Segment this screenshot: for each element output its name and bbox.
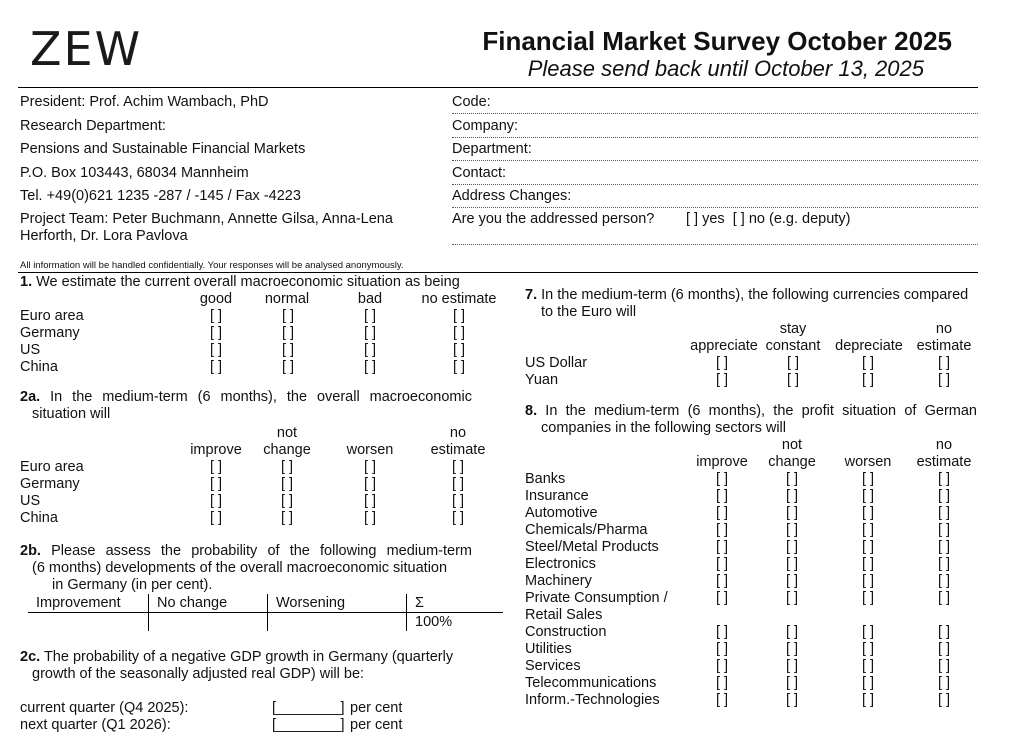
q8-row (525, 692, 985, 709)
q7-checkbox[interactable]: [ ] (715, 372, 729, 388)
q8-row-label: Chemicals/Pharma (525, 522, 648, 538)
q2a-checkbox[interactable]: [ ] (280, 459, 294, 475)
q8-row (525, 590, 985, 607)
q8-text-line1: 8. In the medium-term (6 months), the profit situation of German (525, 403, 977, 419)
q8-row-label: Construction (525, 624, 607, 640)
q8-checkbox[interactable]: [ ] (715, 539, 729, 555)
q2b-probability-table (28, 594, 503, 631)
q1-checkbox[interactable]: [ ] (209, 325, 223, 341)
addressed-person-question: Are you the addressed person? (452, 211, 655, 227)
q2a-col-estimate: estimate (430, 442, 486, 458)
q1-checkbox[interactable]: [ ] (209, 308, 223, 324)
q8-checkbox[interactable]: [ ] (785, 641, 799, 657)
q8-row (525, 471, 985, 488)
address-pobox: P.O. Box 103443, 68034 Mannheim (20, 165, 249, 181)
q2b-input-improvement[interactable] (28, 613, 149, 632)
q1-text: 1. We estimate the current overall macroeconomic situation as being (20, 274, 460, 290)
q2a-row (20, 493, 500, 510)
q8-checkbox[interactable]: [ ] (715, 692, 729, 708)
q8-row-label: Insurance (525, 488, 589, 504)
q1-checkbox[interactable]: [ ] (363, 342, 377, 358)
address-president: President: Prof. Achim Wambach, PhD (20, 94, 269, 110)
q8-checkbox[interactable]: [ ] (937, 522, 951, 538)
q7-checkbox[interactable]: [ ] (861, 355, 875, 371)
q8-checkbox[interactable]: [ ] (861, 573, 875, 589)
q1-checkbox[interactable]: [ ] (452, 342, 466, 358)
q2a-checkbox[interactable]: [ ] (451, 493, 465, 509)
q2c-text-line1: 2c. The probability of a negative GDP growth in Germany (quarterly (20, 649, 454, 665)
q1-col-bad: bad (357, 291, 383, 307)
q7-checkbox[interactable]: [ ] (786, 355, 800, 371)
q2b-header-improvement: Improvement (28, 594, 149, 613)
q1-checkbox[interactable]: [ ] (209, 359, 223, 375)
project-team-line1: Project Team: Peter Buchmann, Annette Gilsa, Anna-Lena (20, 211, 393, 227)
address-phone: Tel. +49(0)621 1235 -287 / -145 / Fax -4223 (20, 188, 301, 204)
q2a-checkbox[interactable]: [ ] (280, 493, 294, 509)
addressed-person-options[interactable]: [ ] yes [ ] no (e.g. deputy) (686, 211, 851, 227)
q1-checkbox[interactable]: [ ] (281, 325, 295, 341)
q8-row (525, 573, 985, 590)
q8-checkbox[interactable]: [ ] (715, 641, 729, 657)
q2b-header-sum: Σ (415, 595, 424, 611)
q8-checkbox[interactable]: [ ] (937, 624, 951, 640)
q1-row (20, 325, 500, 342)
q8-checkbox[interactable]: [ ] (937, 539, 951, 555)
q2a-col-change: change (263, 442, 311, 458)
q2a-checkbox[interactable]: [ ] (209, 459, 223, 475)
q7-row-label: Yuan (525, 372, 559, 388)
q2c-current-input[interactable]: [________] (272, 700, 345, 716)
q8-col-no: no (935, 437, 953, 453)
q2a-row (20, 459, 500, 476)
q8-checkbox[interactable]: [ ] (785, 539, 799, 555)
q8-checkbox[interactable]: [ ] (861, 488, 875, 504)
q8-checkbox[interactable]: [ ] (937, 590, 951, 606)
q2a-rows (20, 459, 500, 527)
q8-checkbox[interactable]: [ ] (785, 488, 799, 504)
q7-text-line1: 7. In the medium-term (6 months), the following currencies compared (525, 287, 969, 303)
q2c-next-unit: per cent (350, 717, 403, 733)
q8-checkbox[interactable]: [ ] (937, 641, 951, 657)
q2c-next-input[interactable]: [________] (272, 717, 345, 733)
q8-checkbox[interactable]: [ ] (937, 692, 951, 708)
q2b-total: 100% (407, 613, 504, 632)
q8-row (525, 539, 985, 556)
q1-row (20, 308, 500, 325)
q8-checkbox[interactable]: [ ] (715, 505, 729, 521)
q8-checkbox[interactable]: [ ] (861, 641, 875, 657)
q8-checkbox[interactable]: [ ] (715, 488, 729, 504)
q8-row (525, 658, 985, 675)
section-divider (18, 272, 978, 273)
q8-row (525, 641, 985, 658)
department-field[interactable]: Department: (452, 141, 978, 161)
q8-col-estimate: estimate (916, 454, 972, 470)
q1-row-label: China (20, 359, 58, 375)
q7-row (525, 355, 985, 372)
q7-row-label: US Dollar (525, 355, 588, 371)
q1-checkbox[interactable]: [ ] (281, 308, 295, 324)
q2a-checkbox[interactable]: [ ] (280, 476, 294, 492)
q2a-checkbox[interactable]: [ ] (209, 510, 223, 526)
q8-row (525, 675, 985, 692)
addressed-person-line (452, 244, 978, 245)
q2c-next-label: next quarter (Q1 2026): (20, 717, 171, 733)
q2b-input-worsening[interactable] (268, 613, 407, 632)
q1-checkbox[interactable]: [ ] (363, 308, 377, 324)
q8-row (525, 607, 985, 624)
q7-checkbox[interactable]: [ ] (786, 372, 800, 388)
q8-col-improve: improve (696, 454, 748, 470)
header-divider (18, 87, 978, 88)
q7-checkbox[interactable]: [ ] (937, 355, 951, 371)
q2b-text-line2: (6 months) developments of the overall macroeconomic situation (32, 560, 448, 576)
q2b-header-worsening: Worsening (268, 594, 407, 613)
q8-checkbox[interactable]: [ ] (861, 539, 875, 555)
q8-row (525, 556, 985, 573)
q8-row-label: Banks (525, 471, 566, 487)
confidentiality-note: All information will be handled confidentially. Your responses will be analysed anonymously. (20, 260, 404, 271)
q8-checkbox[interactable]: [ ] (785, 522, 799, 538)
q8-checkbox[interactable]: [ ] (861, 675, 875, 691)
q8-checkbox[interactable]: [ ] (861, 556, 875, 572)
q8-text-line2: companies in the following sectors will (541, 420, 786, 436)
q8-row-label: Utilities (525, 641, 572, 657)
q1-checkbox[interactable]: [ ] (452, 359, 466, 375)
q2a-row-label: China (20, 510, 58, 526)
q2a-col-improve: improve (190, 442, 242, 458)
q2a-row-label: Euro area (20, 459, 84, 475)
q8-checkbox[interactable]: [ ] (861, 692, 875, 708)
q7-checkbox[interactable]: [ ] (937, 372, 951, 388)
contact-field[interactable]: Contact: (452, 165, 978, 185)
q8-checkbox[interactable]: [ ] (861, 590, 875, 606)
address-unit: Pensions and Sustainable Financial Markets (20, 141, 306, 157)
q7-checkbox[interactable]: [ ] (715, 355, 729, 371)
q8-row-label: Steel/Metal Products (525, 539, 659, 555)
company-field[interactable]: Company: (452, 118, 978, 138)
q8-row-label: Electronics (525, 556, 596, 572)
q2a-checkbox[interactable]: [ ] (363, 476, 377, 492)
q2a-checkbox[interactable]: [ ] (280, 510, 294, 526)
q1-rows (20, 308, 500, 376)
q2a-checkbox[interactable]: [ ] (451, 510, 465, 526)
q1-checkbox[interactable]: [ ] (452, 308, 466, 324)
q8-row-label: Inform.-Technologies (525, 692, 660, 708)
survey-title: Financial Market Survey October 2025 (482, 26, 952, 56)
q8-checkbox[interactable]: [ ] (715, 590, 729, 606)
address-changes-field[interactable]: Address Changes: (452, 188, 978, 208)
q8-checkbox[interactable]: [ ] (785, 624, 799, 640)
q2a-text-line2: situation will (32, 406, 111, 422)
q8-checkbox[interactable]: [ ] (861, 505, 875, 521)
code-field[interactable]: Code: (452, 94, 978, 114)
q2a-row (20, 510, 500, 527)
q1-col-no-estimate: no estimate (421, 291, 497, 307)
q8-col-worsen: worsen (844, 454, 892, 470)
q8-checkbox[interactable]: [ ] (785, 675, 799, 691)
q7-text-line2: to the Euro will (541, 304, 637, 320)
q8-checkbox[interactable]: [ ] (785, 590, 799, 606)
q7-row (525, 372, 985, 389)
q8-checkbox[interactable]: [ ] (937, 556, 951, 572)
q7-col-no: no (935, 321, 953, 337)
q8-row (525, 488, 985, 505)
q8-checkbox[interactable]: [ ] (715, 471, 729, 487)
q8-row-label: Private Consumption / (525, 590, 668, 606)
q8-checkbox[interactable]: [ ] (715, 658, 729, 674)
q8-row-label: Automotive (525, 505, 598, 521)
q8-rows (525, 471, 985, 709)
q8-checkbox[interactable]: [ ] (861, 658, 875, 674)
q8-checkbox[interactable]: [ ] (715, 675, 729, 691)
q7-col-appreciate: appreciate (690, 338, 758, 354)
q1-checkbox[interactable]: [ ] (281, 359, 295, 375)
q2a-row (20, 476, 500, 493)
q1-col-normal: normal (264, 291, 310, 307)
q7-col-constant: constant (765, 338, 821, 354)
q8-row (525, 505, 985, 522)
q8-checkbox[interactable]: [ ] (785, 573, 799, 589)
q7-col-stay: stay (779, 321, 807, 337)
q8-checkbox[interactable]: [ ] (785, 505, 799, 521)
q8-checkbox[interactable]: [ ] (785, 658, 799, 674)
q8-row-label: Services (525, 658, 581, 674)
q1-row-label: US (20, 342, 41, 358)
q8-checkbox[interactable]: [ ] (785, 471, 799, 487)
q8-checkbox[interactable]: [ ] (785, 692, 799, 708)
q1-row-label: Euro area (20, 308, 84, 324)
q8-checkbox[interactable]: [ ] (937, 675, 951, 691)
q7-col-estimate: estimate (916, 338, 972, 354)
q7-rows (525, 355, 985, 389)
q2a-checkbox[interactable]: [ ] (451, 476, 465, 492)
q8-checkbox[interactable]: [ ] (715, 522, 729, 538)
q8-checkbox[interactable]: [ ] (715, 556, 729, 572)
q2b-text-line1: 2b. Please assess the probability of the following medium-term (20, 543, 472, 559)
q8-checkbox[interactable]: [ ] (937, 505, 951, 521)
q2a-row-label: Germany (20, 476, 80, 492)
q8-col-not: not (781, 437, 803, 453)
q2b-text-line3: in Germany (in per cent). (52, 577, 213, 593)
q2a-checkbox[interactable]: [ ] (363, 493, 377, 509)
q1-checkbox[interactable]: [ ] (281, 342, 295, 358)
q2c-current-unit: per cent (350, 700, 403, 716)
q8-checkbox[interactable]: [ ] (715, 624, 729, 640)
q7-checkbox[interactable]: [ ] (861, 372, 875, 388)
q1-checkbox[interactable]: [ ] (363, 325, 377, 341)
q1-checkbox[interactable]: [ ] (363, 359, 377, 375)
q8-col-change: change (768, 454, 816, 470)
q1-checkbox[interactable]: [ ] (452, 325, 466, 341)
q8-checkbox[interactable]: [ ] (715, 573, 729, 589)
q1-row (20, 359, 500, 376)
q1-row (20, 342, 500, 359)
q1-col-good: good (199, 291, 233, 307)
q8-checkbox[interactable]: [ ] (937, 471, 951, 487)
q2a-checkbox[interactable]: [ ] (363, 510, 377, 526)
q8-checkbox[interactable]: [ ] (785, 556, 799, 572)
q8-row (525, 522, 985, 539)
q2b-input-no-change[interactable] (149, 613, 268, 632)
q1-checkbox[interactable]: [ ] (209, 342, 223, 358)
address-department: Research Department: (20, 118, 166, 134)
project-team-line2: Herforth, Dr. Lora Pavlova (20, 228, 188, 244)
survey-deadline: Please send back until October 13, 2025 (527, 56, 924, 81)
q8-row-label: Telecommunications (525, 675, 657, 691)
q1-row-label: Germany (20, 325, 80, 341)
zew-logo: ZEW (30, 22, 143, 76)
q2a-checkbox[interactable]: [ ] (209, 476, 223, 492)
q2a-checkbox[interactable]: [ ] (209, 493, 223, 509)
q2a-col-no: no (449, 425, 467, 441)
q2a-checkbox[interactable]: [ ] (451, 459, 465, 475)
q2a-row-label: US (20, 493, 41, 509)
q2a-col-not: not (276, 425, 298, 441)
q2a-text-line1: 2a. In the medium-term (6 months), the overall macroeconomic (20, 389, 472, 405)
q8-row-label: Machinery (525, 573, 592, 589)
q2b-header-no-change: No change (149, 594, 268, 613)
q2a-checkbox[interactable]: [ ] (363, 459, 377, 475)
q8-checkbox[interactable]: [ ] (937, 573, 951, 589)
q8-checkbox[interactable]: [ ] (861, 522, 875, 538)
q2c-current-label: current quarter (Q4 2025): (20, 700, 189, 716)
q8-row-label: Retail Sales (525, 607, 603, 623)
q7-col-depreciate: depreciate (835, 338, 903, 354)
q8-checkbox[interactable]: [ ] (861, 624, 875, 640)
q8-checkbox[interactable]: [ ] (861, 471, 875, 487)
q8-row (525, 624, 985, 641)
q2c-text-line2: growth of the seasonally adjusted real GDP) will be: (32, 666, 365, 682)
q2a-col-worsen: worsen (346, 442, 394, 458)
q8-checkbox[interactable]: [ ] (937, 488, 951, 504)
q8-checkbox[interactable]: [ ] (937, 658, 951, 674)
